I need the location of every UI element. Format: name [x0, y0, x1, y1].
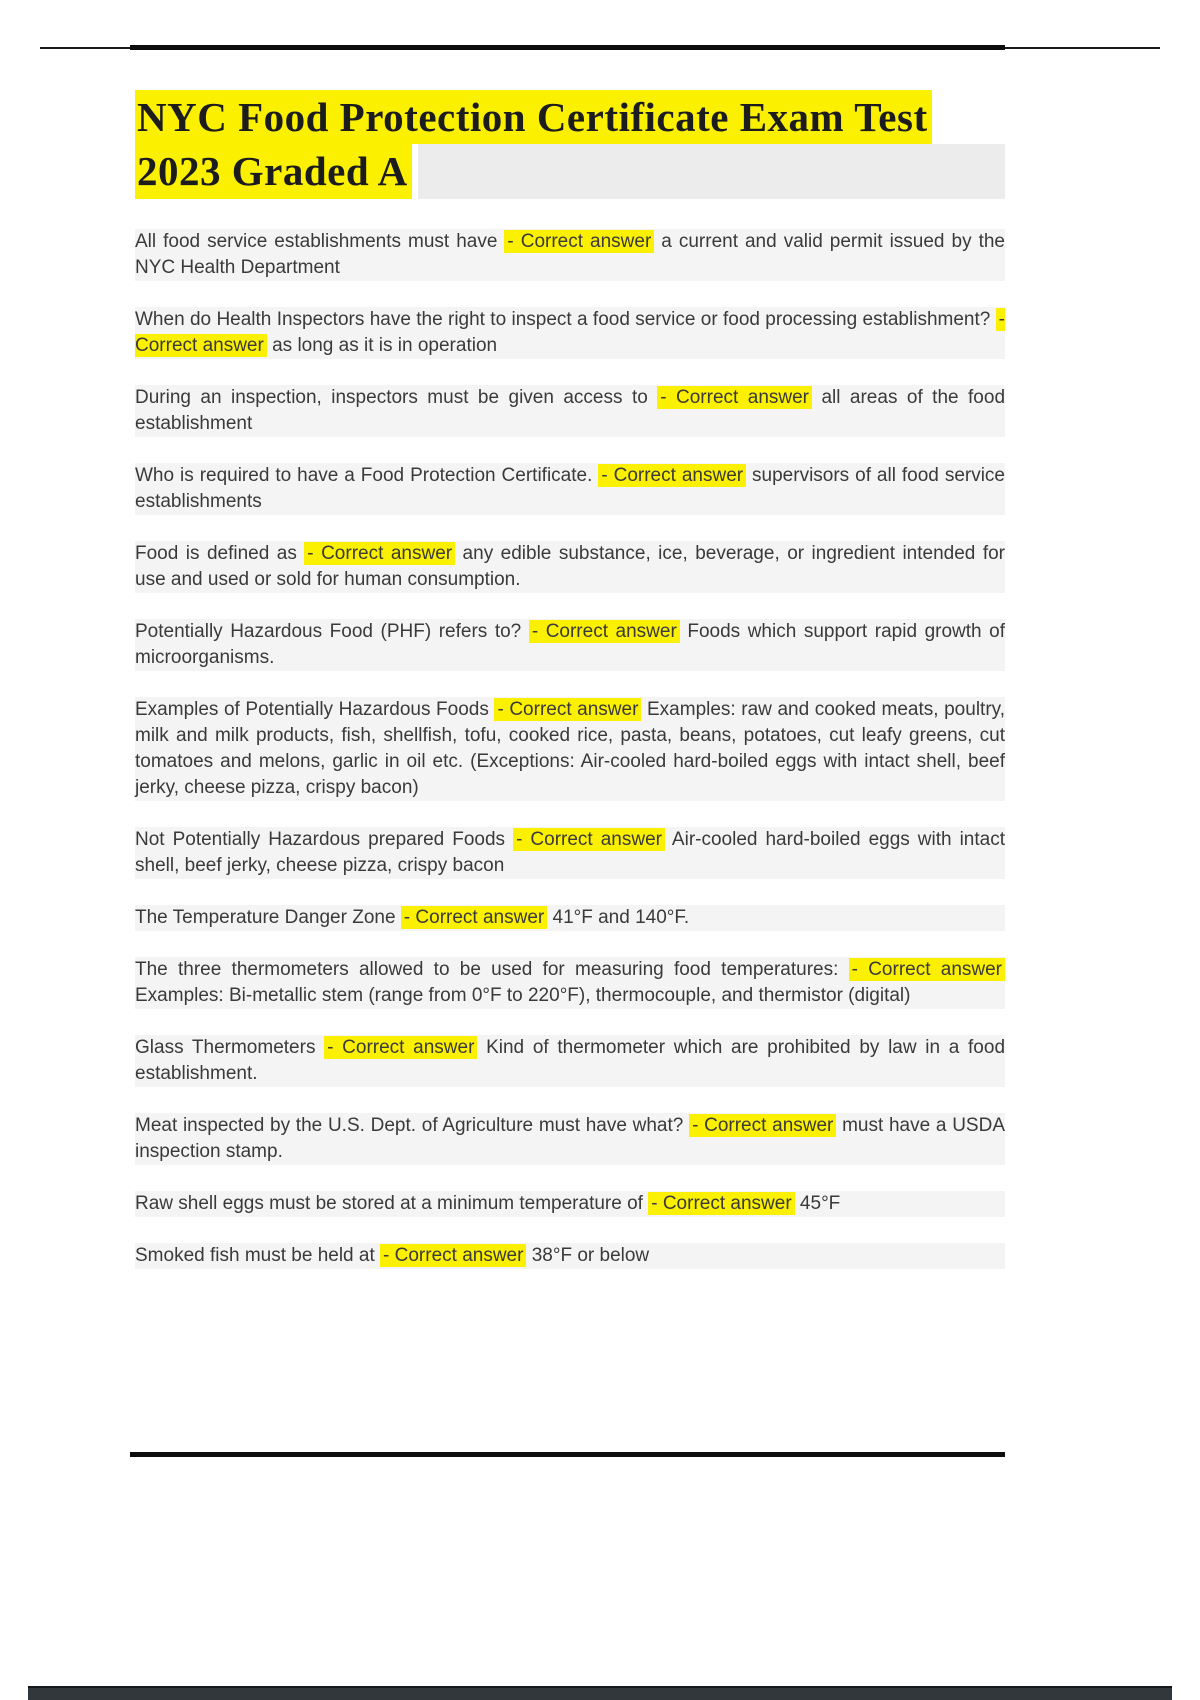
- qa-paragraph: [135, 1113, 1005, 1165]
- answer-text: 38°F or below: [526, 1244, 650, 1266]
- correct-answer-marker: - Correct answer: [380, 1244, 526, 1267]
- correct-answer-marker: - Correct answer: [529, 620, 680, 643]
- answer-text: supervisors of all food service establishments: [135, 464, 1006, 512]
- qa-paragraph: [135, 1035, 1005, 1087]
- qa-paragraph: [135, 541, 1005, 593]
- answer-text: Foods which support rapid growth of microorganisms.: [135, 620, 1005, 668]
- qa-paragraph: [135, 827, 1005, 879]
- correct-answer-marker: - Correct answer: [304, 542, 455, 565]
- question-text: When do Health Inspectors have the right to inspect a food service or food processing establishment?: [135, 308, 996, 330]
- correct-answer-marker: - Correct answer: [689, 1114, 836, 1137]
- correct-answer-marker: - Correct answer: [648, 1192, 794, 1215]
- qa-paragraph: [135, 957, 1005, 1009]
- bottom-thick-rule: [130, 1452, 1005, 1457]
- question-text: Examples of Potentially Hazardous Foods: [135, 698, 495, 720]
- answer-text: Examples: Bi-metallic stem (range from 0°F to 220°F), thermocouple, and thermistor (digital): [135, 984, 911, 1006]
- correct-answer-marker: - Correct answer: [657, 386, 812, 409]
- title-line-1: NYC Food Protection Certificate Exam Test: [135, 90, 932, 144]
- title-line-2-row: [135, 144, 1005, 198]
- correct-answer-marker: - Correct answer: [401, 906, 547, 929]
- answer-text: 45°F: [794, 1192, 841, 1214]
- answer-text: all areas of the food establishment: [135, 386, 1006, 434]
- question-text: Smoked fish must be held at: [135, 1244, 381, 1266]
- correct-answer-marker: - Correct answer: [513, 828, 665, 851]
- qa-paragraph: [135, 905, 1005, 931]
- qa-paragraph: [135, 619, 1005, 671]
- qa-paragraph: [135, 385, 1005, 437]
- answer-text: a current and valid permit issued by the NYC Health Department: [135, 230, 1005, 278]
- correct-answer-marker: - Correct answer: [504, 230, 654, 253]
- correct-answer-marker: - Correct answer: [598, 464, 746, 487]
- answer-text: 41°F and 140°F.: [547, 906, 690, 928]
- document-title: [135, 90, 1005, 199]
- qa-paragraph: [135, 229, 1005, 281]
- answer-text: any edible substance, ice, beverage, or ingredient intended for use and used or sold for human consumption.: [135, 542, 1005, 590]
- question-text: Glass Thermometers: [135, 1036, 325, 1058]
- question-text: Food is defined as: [135, 542, 305, 564]
- question-text: Who is required to have a Food Protection Certificate.: [135, 464, 599, 486]
- question-text: Raw shell eggs must be stored at a minimum temperature of: [135, 1192, 649, 1214]
- answer-text: must have a USDA inspection stamp.: [135, 1114, 1005, 1162]
- correct-answer-marker: - Correct answer: [135, 308, 1005, 356]
- question-text: The three thermometers allowed to be used for measuring food temperatures:: [135, 958, 849, 980]
- answer-text: Kind of thermometer which are prohibited by law in a food establishment.: [135, 1036, 1006, 1084]
- correct-answer-marker: - Correct answer: [849, 958, 1005, 981]
- question-text: Potentially Hazardous Food (PHF) refers to?: [135, 620, 529, 642]
- question-text: Meat inspected by the U.S. Dept. of Agriculture must have what?: [135, 1114, 690, 1136]
- qa-paragraph: [135, 1191, 1005, 1217]
- qa-paragraph: [135, 697, 1005, 801]
- question-text: All food service establishments must have: [135, 230, 505, 252]
- question-text: The Temperature Danger Zone: [135, 906, 401, 928]
- title-line-1-row: [135, 90, 1005, 144]
- qa-paragraph: [135, 307, 1005, 359]
- page-edge-bar: [28, 1686, 1172, 1700]
- correct-answer-marker: - Correct answer: [494, 698, 641, 721]
- title-gray-strip: [418, 144, 1005, 198]
- question-text: During an inspection, inspectors must be given access to: [135, 386, 658, 408]
- qa-paragraph: [135, 463, 1005, 515]
- answer-text: Examples: raw and cooked meats, poultry, milk and milk products, fish, shellfish, tofu, cooked rice, pasta, beans, potatoes, cut leafy greens, cut tomatoes and melons, garlic in oil etc. (Exceptions: Air-cooled hard-boiled eggs with intact shell, beef jerky, cheese pizza, crispy bacon): [135, 698, 1006, 798]
- qa-list: [135, 229, 1005, 1269]
- title-line-2: 2023 Graded A: [135, 144, 412, 198]
- question-text: Not Potentially Hazardous prepared Foods: [135, 828, 514, 850]
- correct-answer-marker: - Correct answer: [324, 1036, 477, 1059]
- qa-paragraph: [135, 1243, 1005, 1269]
- answer-text: Air-cooled hard-boiled eggs with intact shell, beef jerky, cheese pizza, crispy bacon: [135, 828, 1006, 876]
- answer-text: as long as it is in operation: [266, 334, 498, 356]
